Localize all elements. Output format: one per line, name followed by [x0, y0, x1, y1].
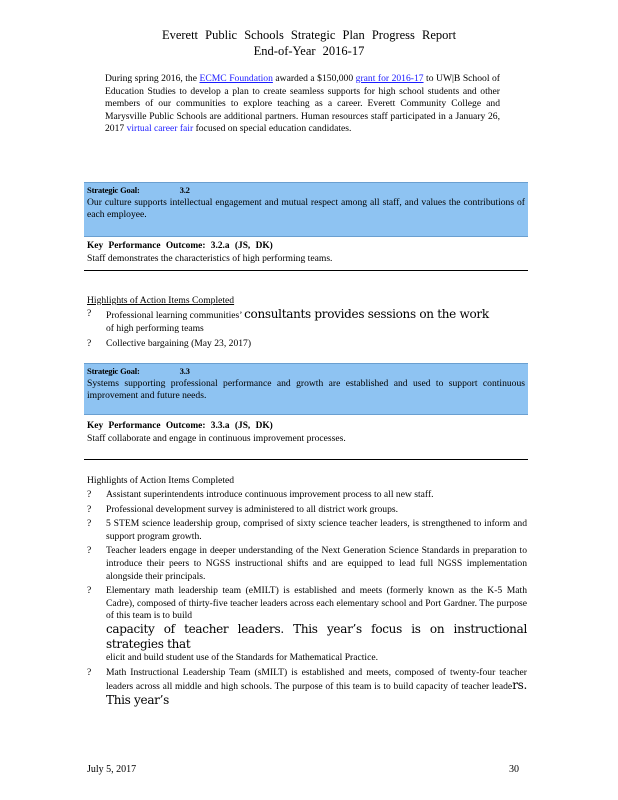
kpo-text: Staff demonstrates the characteristics of high performing teams. [87, 252, 333, 264]
list-item [87, 667, 527, 709]
highlights-heading: Highlights of Action Items Completed [87, 475, 235, 486]
strategic-goal-label: Strategic Goal: [87, 185, 140, 195]
highlights-heading: Highlights of Action Items Completed [87, 295, 235, 306]
list-item-text: elicit and build student use of the Standards for Mathematical Practice. [106, 652, 379, 664]
list-item [87, 308, 527, 335]
list-item-text: Math Instructional Leadership Team (sMILT) is established and meets, composed of twenty-four teacher leaders across all middle and high schools. The purpose of this team is to build capacity of teacher leade [106, 666, 527, 693]
page-number: 30 [509, 764, 519, 775]
list-item [87, 338, 527, 351]
highlights-list [87, 308, 527, 351]
list-item-text: Collective bargaining (May 23, 2017) [106, 338, 252, 350]
list-item-text: rs. This year’s [106, 678, 527, 707]
report-subtitle: End-of-Year 2016-17 [253, 44, 365, 58]
kpo-label: Key Performance Outcome: 3.2.a (JS, DK) [87, 241, 273, 251]
list-item-text: Elementary math leadership team (eMILT) is established and meets (formerly known as the K-5 Math Cadre), composed of thirty-five teacher leaders across each elementary school and Port Gardner. The purpose of this team is to build [106, 585, 527, 622]
strategic-goal-number: 3.3 [179, 366, 190, 376]
strategic-goal-3-3-box [84, 363, 528, 415]
list-item [87, 545, 527, 583]
intro-text: to UW|B School of Education Studies to develop a plan to create seamless supports for high school students and other members of our communities to explore teaching as a career. Everett Community College and Marysville Public Schools are additional partners. Human resources staff participated in a January 26, 2017 [105, 73, 500, 135]
intro-text: During spring 2016, the [105, 73, 200, 84]
report-title: Everett Public Schools Strategic Plan Progress Report [161, 28, 457, 42]
list-item-text: consultants provides sessions on the work [244, 307, 489, 321]
strategic-goal-number: 3.2 [179, 185, 190, 195]
strategic-goal-3-2-box [84, 182, 528, 237]
bullet-marker: ? [87, 518, 92, 530]
list-item [87, 504, 527, 517]
bullet-marker: ? [87, 308, 92, 319]
kpo-text: Staff collaborate and engage in continuous improvement processes. [87, 432, 346, 444]
list-item-text: capacity of teacher leaders. This year’s focus is on instructional strategies that [106, 621, 527, 651]
bullet-marker: ? [87, 585, 92, 597]
section-divider [84, 270, 528, 271]
list-item-text: Professional learning communities’ [106, 310, 245, 321]
strategic-goal-text: Systems supporting professional performance and growth are established and used to support continuous improvement and future needs. [87, 377, 525, 402]
footer-date: July 5, 2017 [87, 764, 137, 775]
strategic-goal-text: Our culture supports intellectual engagement and mutual respect among all staff, and values the contributions of each employee. [87, 196, 525, 221]
list-item-text: 5 STEM science leadership group, comprised of sixty science teacher leaders, is strengthened to inform and support program growth. [106, 518, 527, 542]
bullet-marker: ? [87, 545, 92, 557]
virtual-career-fair-text: virtual career fair [126, 123, 194, 135]
list-item [87, 518, 527, 543]
bullet-marker: ? [87, 503, 92, 515]
intro-paragraph [105, 73, 500, 136]
list-item-text: of high performing teams [106, 322, 204, 334]
highlights-list [87, 489, 527, 709]
section-divider [84, 459, 528, 460]
strategic-goal-heading [87, 365, 525, 378]
strategic-goal-heading [87, 184, 525, 197]
bullet-marker: ? [87, 666, 92, 678]
kpo-label: Key Performance Outcome: 3.3.a (JS, DK) [87, 421, 273, 431]
list-item-text: Assistant superintendents introduce continuous improvement process to all new staff. [106, 489, 434, 500]
bullet-marker: ? [87, 489, 92, 500]
list-item-text: Professional development survey is administered to all district work groups. [106, 503, 399, 515]
intro-text: focused on special education candidates. [193, 123, 352, 135]
bullet-marker: ? [87, 338, 92, 350]
strategic-goal-label: Strategic Goal: [87, 366, 140, 376]
kpo-3-2 [84, 240, 528, 265]
ecmc-foundation-link[interactable]: ECMC Foundation [199, 73, 273, 84]
list-item-text: Teacher leaders engage in deeper understanding of the Next Generation Science Standards in preparation to introduce their peers to NGSS instructional shifts and are equipped to lead full NGSS implementation alongside their principals. [106, 545, 527, 582]
list-item [87, 489, 527, 502]
intro-text: awarded a $150,000 [272, 73, 356, 84]
kpo-3-3 [84, 420, 528, 445]
grant-link[interactable]: grant for 2016-17 [355, 73, 424, 84]
list-item [87, 585, 527, 665]
